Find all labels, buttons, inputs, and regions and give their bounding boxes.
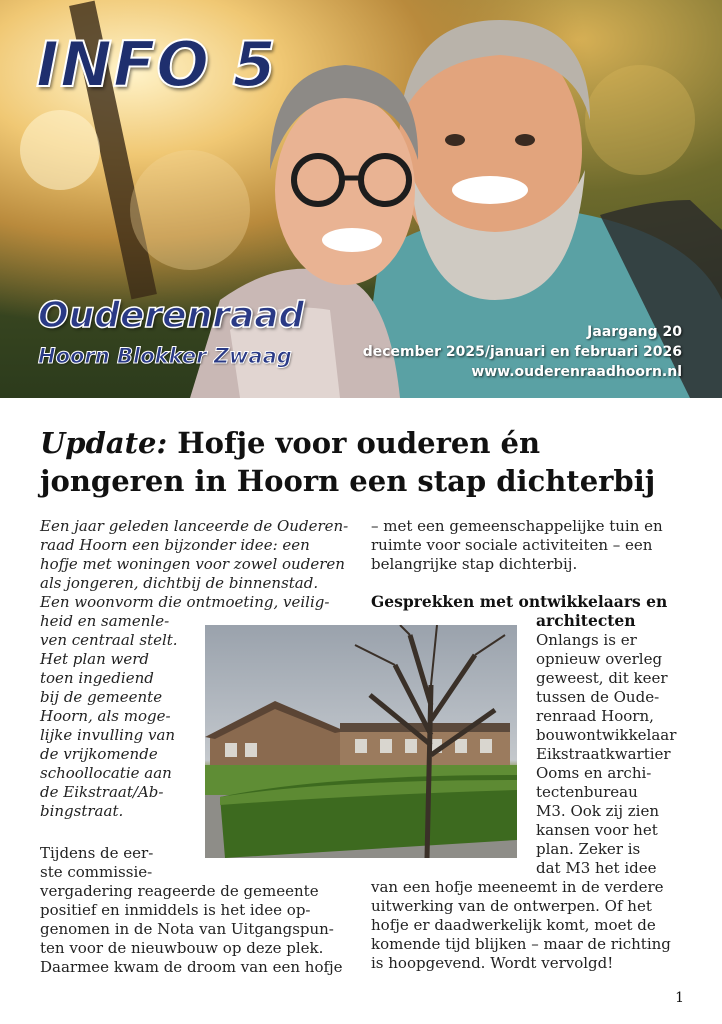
- lead-line: de vrijkomende: [40, 745, 158, 763]
- article-body-right: [536, 631, 676, 878]
- section-subheading: Gesprekken met ontwikkelaars en: [371, 592, 668, 611]
- body-line: is hoopgevend. Wordt vervolgd!: [371, 954, 614, 972]
- body-line: dat M3 het idee: [536, 859, 657, 877]
- page-number: 1: [675, 990, 684, 1006]
- headline-text: Hofje voor ouderen én jongeren in Hoorn een stap dichterbij: [40, 426, 656, 498]
- body-line: geweest, dit keer: [536, 669, 668, 687]
- body-line: belangrijke stap dichterbij.: [371, 555, 578, 573]
- lead-line: Een woonvorm die ontmoeting, veilig-: [40, 593, 330, 611]
- lead-line: Hoorn, als moge-: [40, 707, 171, 725]
- lead-line: als jongeren, dichtbij de binnenstad.: [40, 574, 319, 592]
- body-line: komende tijd blijken – maar de richting: [371, 935, 671, 953]
- lead-line: toen ingediend: [40, 669, 154, 687]
- headline-kicker: Update:: [40, 426, 168, 460]
- section-subheading-cont: architecten: [536, 611, 636, 630]
- body-line: renraad Hoorn,: [536, 707, 654, 725]
- website-link[interactable]: www.ouderenraadhoorn.nl: [471, 364, 682, 380]
- issue-period: december 2025/januari en februari 2026: [362, 344, 682, 360]
- article-body-left: [40, 844, 343, 977]
- body-line: vergadering reageerde de gemeente: [40, 882, 319, 900]
- lead-line: ven centraal stelt.: [40, 631, 178, 649]
- body-line: Daarmee kwam de droom van een hofje: [40, 958, 343, 976]
- body-line: positief en inmiddels is het idee op-: [40, 901, 311, 919]
- body-line: tectenbureau: [536, 783, 638, 801]
- body-line: Tijdens de eer-: [40, 844, 154, 862]
- body-line: – met een gemeenschappelijke tuin en: [371, 517, 663, 535]
- lead-line: hofje met woningen voor zowel ouderen: [40, 555, 345, 573]
- article-headline: [40, 424, 690, 500]
- body-line: tussen de Oude-: [536, 688, 660, 706]
- body-line: plan. Zeker is: [536, 840, 641, 858]
- body-line: van een hofje meeneemt in de verdere: [371, 878, 664, 896]
- body-line: Ooms en archi-: [536, 764, 652, 782]
- lead-line: raad Hoorn een bijzonder idee: een: [40, 536, 310, 554]
- issue-info: [363, 322, 682, 382]
- lead-line: schoollocatie aan: [40, 764, 172, 782]
- organization-logo-subtitle: Hoorn Blokker Zwaag: [38, 344, 292, 368]
- lead-line: de Eikstraat/Ab-: [40, 783, 164, 801]
- volume-label: Jaargang 20: [587, 324, 682, 340]
- lead-line: Een jaar geleden lanceerde de Ouderen-: [40, 517, 349, 535]
- body-line: M3. Ook zij zien: [536, 802, 659, 820]
- lead-line: lijke invulling van: [40, 726, 176, 744]
- body-line: kansen voor het: [536, 821, 658, 839]
- body-line: opnieuw overleg: [536, 650, 663, 668]
- magazine-title: INFO 5: [36, 28, 277, 101]
- school-location-photo: [205, 625, 517, 858]
- body-line: ste commissie-: [40, 863, 153, 881]
- article-body-right-top: [371, 517, 663, 574]
- body-line: ten voor de nieuwbouw op deze plek.: [40, 939, 324, 957]
- article-body-right-bottom: [371, 878, 671, 973]
- body-line: uitwerking van de ontwerpen. Of het: [371, 897, 652, 915]
- lead-line: bingstraat.: [40, 802, 124, 820]
- body-line: hofje er daadwerkelijk komt, moet de: [371, 916, 656, 934]
- body-line: genomen in de Nota van Uitgangspun-: [40, 920, 334, 938]
- building-and-hedge-illustration: [205, 625, 517, 858]
- body-line: bouwontwikkelaar: [536, 726, 677, 744]
- body-line: Onlangs is er: [536, 631, 637, 649]
- body-line: ruimte voor sociale activiteiten – een: [371, 536, 653, 554]
- lead-line: bij de gemeente: [40, 688, 163, 706]
- organization-logo-name: Ouderenraad: [38, 295, 305, 336]
- body-line: Eikstraatkwartier: [536, 745, 671, 763]
- cover-photo: [0, 0, 722, 398]
- lead-line: heid en samenle-: [40, 612, 170, 630]
- lead-line: Het plan werd: [40, 650, 150, 668]
